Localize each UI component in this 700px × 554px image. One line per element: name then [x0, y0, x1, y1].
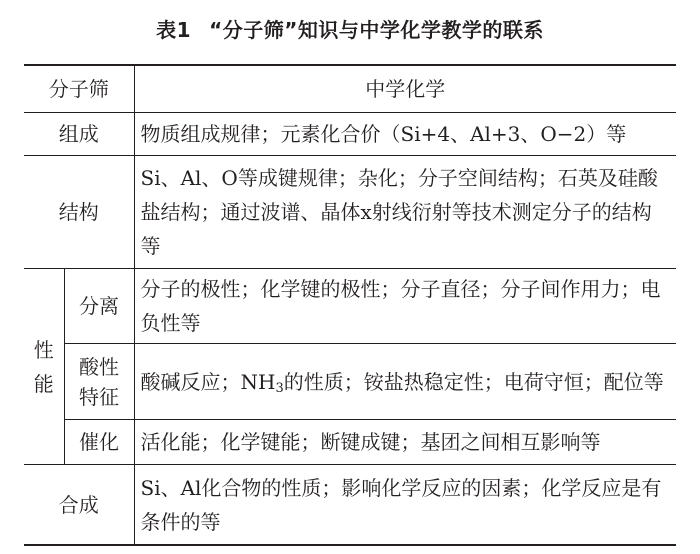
- knowledge-table: [24, 64, 676, 546]
- row-label-synthesis: 合成: [24, 465, 134, 545]
- acidity-nh3-subscript: 3: [275, 380, 284, 396]
- header-high-school-chemistry: 中学化学: [134, 65, 676, 112]
- acidity-content-end: 的性质；铵盐热稳定性；电荷守恒；配位等: [283, 369, 664, 394]
- table-row-structure: [24, 155, 676, 268]
- acidity-label-line2: 特征: [79, 384, 119, 409]
- table-row-catalysis: [24, 420, 676, 465]
- row-content-separation: 分子的极性；化学键的极性；分子直径；分子间作用力；电负性等: [134, 268, 676, 344]
- row-label-acidity: [64, 344, 134, 420]
- table-row-synthesis: [24, 465, 676, 545]
- row-content-composition: 物质组成规律；元素化合价（Si+4、Al+3、O−2）等: [134, 112, 676, 155]
- table-title: “分子筛”知识与中学化学教学的联系: [209, 18, 544, 42]
- row-content-structure: Si、Al、O等成键规律；杂化；分子空间结构；石英及硅酸盐结构；通过波谱、晶体x射线衍射等技术测定分子的结构等: [134, 155, 676, 268]
- header-zeolite: 分子筛: [24, 65, 134, 112]
- row-content-acidity: [134, 344, 676, 420]
- table-caption: [0, 14, 700, 43]
- row-label-catalysis: 催化: [64, 420, 134, 465]
- performance-char-2: 能: [33, 371, 54, 396]
- row-label-structure: 结构: [24, 155, 134, 268]
- table-row-composition: [24, 112, 676, 155]
- row-group-label-performance: [24, 268, 64, 465]
- acidity-label-line1: 酸性: [79, 354, 119, 379]
- row-label-separation: 分离: [64, 268, 134, 344]
- table-number: 表1: [156, 18, 192, 42]
- acidity-content-start: 酸碱反应；NH: [140, 369, 276, 394]
- table-row-separation: [24, 268, 676, 344]
- header-row: [24, 65, 676, 112]
- row-content-catalysis: 活化能；化学键能；断键成键；基团之间相互影响等: [134, 420, 676, 465]
- row-label-composition: 组成: [24, 112, 134, 155]
- row-content-synthesis: Si、Al化合物的性质；影响化学反应的因素；化学反应是有条件的等: [134, 465, 676, 545]
- performance-char-1: 性: [33, 337, 54, 362]
- table-row-acidity: [24, 344, 676, 420]
